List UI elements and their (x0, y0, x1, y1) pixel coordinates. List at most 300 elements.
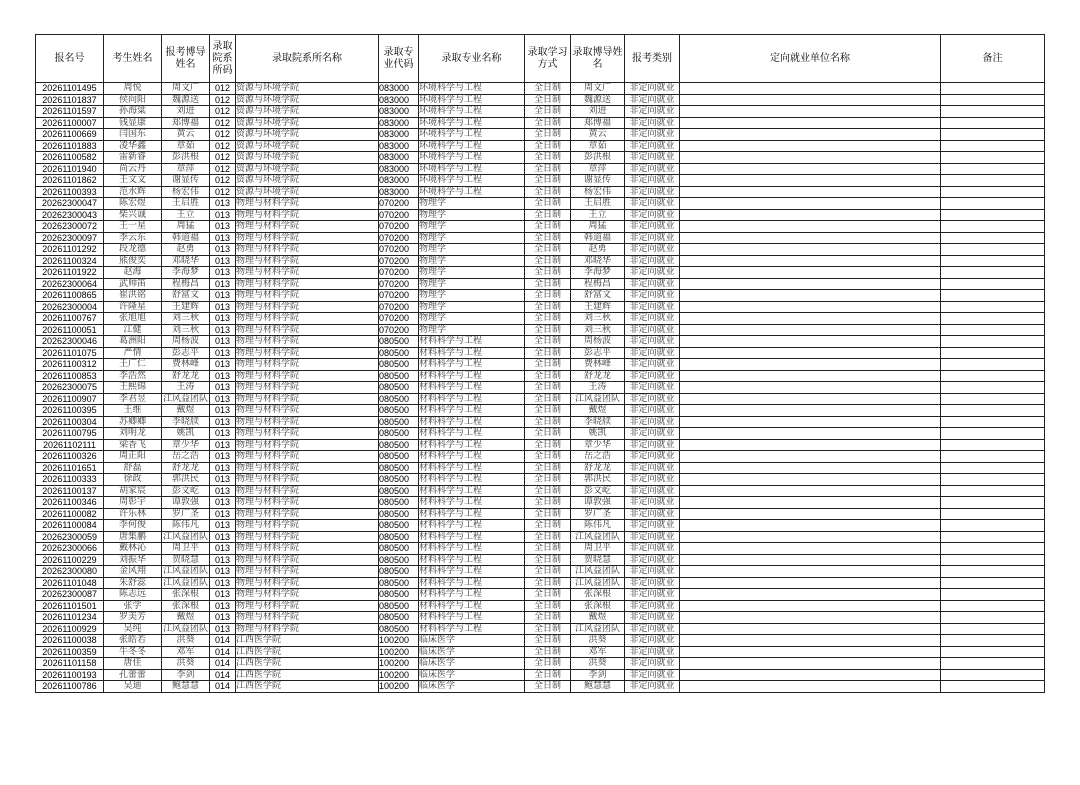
applied-supervisor-cell: 赵勇 (162, 244, 210, 256)
major-code-cell: 080500 (379, 405, 419, 417)
dept-name-cell: 物理与材料学院 (236, 209, 379, 221)
candidate-name-cell: 凌华鑫 (104, 140, 162, 152)
category-cell: 非定向就业 (625, 577, 680, 589)
employer-cell (680, 278, 941, 290)
category-cell: 非定向就业 (625, 221, 680, 233)
major-code-cell: 083000 (379, 140, 419, 152)
study-mode-cell: 全日制 (525, 198, 571, 210)
admit-supervisor-cell: 刘三秋 (571, 324, 625, 336)
table-row (36, 566, 1045, 578)
major-name-cell: 材料科学与工程 (419, 336, 525, 348)
major-name-cell: 环境科学与工程 (419, 94, 525, 106)
dept-name-cell: 物理与材料学院 (236, 428, 379, 440)
table-row (36, 612, 1045, 624)
admit-supervisor-cell: 戴煜 (571, 405, 625, 417)
major-name-cell: 物理学 (419, 255, 525, 267)
study-mode-cell: 全日制 (525, 439, 571, 451)
category-cell: 非定向就业 (625, 497, 680, 509)
dept-code-cell: 013 (210, 244, 236, 256)
candidate-name-cell: 严情 (104, 347, 162, 359)
major-code-cell: 080500 (379, 393, 419, 405)
dept-code-cell: 013 (210, 290, 236, 302)
category-cell: 非定向就业 (625, 393, 680, 405)
category-cell: 非定向就业 (625, 681, 680, 693)
major-name-cell: 材料科学与工程 (419, 554, 525, 566)
applied-supervisor-cell: 费林峰 (162, 359, 210, 371)
admit-supervisor-cell: 贺晓慧 (571, 554, 625, 566)
dept-code-cell: 013 (210, 198, 236, 210)
applied-supervisor-cell: 张深根 (162, 589, 210, 601)
admit-supervisor-cell: 江风益团队 (571, 623, 625, 635)
table-row (36, 278, 1045, 290)
dept-name-cell: 物理与材料学院 (236, 474, 379, 486)
remarks-cell (941, 83, 1045, 95)
applied-supervisor-cell: 王建辉 (162, 301, 210, 313)
dept-code-cell: 012 (210, 83, 236, 95)
dept-name-cell: 物理与材料学院 (236, 255, 379, 267)
dept-code-cell: 014 (210, 669, 236, 681)
table-row (36, 382, 1045, 394)
applied-supervisor-cell: 戴煜 (162, 612, 210, 624)
candidate-name-cell: 王熙锦 (104, 382, 162, 394)
admit-supervisor-cell: 李晓牍 (571, 416, 625, 428)
admit-supervisor-cell: 王立 (571, 209, 625, 221)
admit-supervisor-cell: 章萍 (571, 163, 625, 175)
study-mode-cell: 全日制 (525, 278, 571, 290)
candidate-name-cell: 胡家宸 (104, 485, 162, 497)
candidate-name-cell: 熊俊奕 (104, 255, 162, 267)
dept-code-cell: 013 (210, 439, 236, 451)
employer-cell (680, 221, 941, 233)
registration-no-cell: 20261100767 (36, 313, 104, 325)
dept-code-cell: 012 (210, 129, 236, 141)
registration-no-cell: 20262300075 (36, 382, 104, 394)
remarks-cell (941, 140, 1045, 152)
major-name-cell: 环境科学与工程 (419, 175, 525, 187)
admit-supervisor-cell: 彭文屹 (571, 485, 625, 497)
study-mode-cell: 全日制 (525, 175, 571, 187)
employer-cell (680, 336, 941, 348)
registration-no-cell: 20262300043 (36, 209, 104, 221)
dept-name-cell: 江西医学院 (236, 658, 379, 670)
table-row (36, 175, 1045, 187)
applied-supervisor-cell: 周杨波 (162, 336, 210, 348)
major-name-cell: 材料科学与工程 (419, 600, 525, 612)
category-cell: 非定向就业 (625, 543, 680, 555)
candidate-name-cell: 舒磊 (104, 462, 162, 474)
major-name-cell: 物理学 (419, 267, 525, 279)
employer-cell (680, 393, 941, 405)
table-row (36, 255, 1045, 267)
candidate-name-cell: 周悦 (104, 83, 162, 95)
remarks-cell (941, 359, 1045, 371)
study-mode-cell: 全日制 (525, 554, 571, 566)
category-cell: 非定向就业 (625, 163, 680, 175)
employer-cell (680, 623, 941, 635)
major-code-cell: 080500 (379, 543, 419, 555)
admit-supervisor-cell: 彭洪根 (571, 152, 625, 164)
admit-supervisor-cell: 江风益团队 (571, 393, 625, 405)
dept-name-cell: 物理与材料学院 (236, 497, 379, 509)
major-name-cell: 环境科学与工程 (419, 83, 525, 95)
study-mode-cell: 全日制 (525, 566, 571, 578)
dept-code-cell: 013 (210, 451, 236, 463)
major-name-cell: 材料科学与工程 (419, 566, 525, 578)
study-mode-cell: 全日制 (525, 324, 571, 336)
study-mode-cell: 全日制 (525, 451, 571, 463)
dept-code-cell: 012 (210, 94, 236, 106)
dept-name-cell: 江西医学院 (236, 646, 379, 658)
registration-no-cell: 20262300064 (36, 278, 104, 290)
admit-supervisor-cell: 周卫平 (571, 543, 625, 555)
dept-code-cell: 013 (210, 600, 236, 612)
candidate-name-cell: 尚云丹 (104, 163, 162, 175)
remarks-cell (941, 117, 1045, 129)
applied-supervisor-cell: 舒龙龙 (162, 370, 210, 382)
candidate-name-cell: 周彰宇 (104, 497, 162, 509)
applied-supervisor-cell: 陈伟凡 (162, 520, 210, 532)
major-name-cell: 物理学 (419, 290, 525, 302)
employer-cell (680, 382, 941, 394)
major-code-cell: 080500 (379, 566, 419, 578)
study-mode-cell: 全日制 (525, 313, 571, 325)
category-cell: 非定向就业 (625, 566, 680, 578)
table-row (36, 554, 1045, 566)
dept-code-cell: 013 (210, 474, 236, 486)
study-mode-cell: 全日制 (525, 669, 571, 681)
major-code-cell: 080500 (379, 508, 419, 520)
admit-supervisor-cell: 江风益团队 (571, 566, 625, 578)
major-name-cell: 临床医学 (419, 669, 525, 681)
major-code-cell: 080500 (379, 577, 419, 589)
major-code-cell: 070200 (379, 198, 419, 210)
study-mode-cell: 全日制 (525, 129, 571, 141)
major-name-cell: 材料科学与工程 (419, 543, 525, 555)
applied-supervisor-cell: 章萍 (162, 163, 210, 175)
dept-code-cell: 013 (210, 267, 236, 279)
category-cell: 非定向就业 (625, 646, 680, 658)
dept-name-cell: 资源与环境学院 (236, 83, 379, 95)
remarks-cell (941, 589, 1045, 601)
applied-supervisor-cell: 刘三秋 (162, 324, 210, 336)
dept-name-cell: 物理与材料学院 (236, 393, 379, 405)
study-mode-cell: 全日制 (525, 428, 571, 440)
employer-cell (680, 232, 941, 244)
candidate-name-cell: 梁香飞 (104, 439, 162, 451)
study-mode-cell: 全日制 (525, 232, 571, 244)
applied-supervisor-cell: 洪葵 (162, 635, 210, 647)
registration-no-cell: 20261101597 (36, 106, 104, 118)
employer-cell (680, 175, 941, 187)
admission-table (35, 34, 1045, 693)
employer-cell (680, 508, 941, 520)
table-row (36, 301, 1045, 313)
study-mode-cell: 全日制 (525, 209, 571, 221)
registration-no-cell: 20261102111 (36, 439, 104, 451)
candidate-name-cell: 陈志远 (104, 589, 162, 601)
candidate-name-cell: 李君昱 (104, 393, 162, 405)
major-name-cell: 物理学 (419, 232, 525, 244)
admit-supervisor-cell: 李海梦 (571, 267, 625, 279)
admit-supervisor-cell: 郭洪民 (571, 474, 625, 486)
applied-supervisor-cell: 江风益团队 (162, 566, 208, 577)
registration-no-cell: 20261100865 (36, 290, 104, 302)
category-cell: 非定向就业 (625, 635, 680, 647)
table-row (36, 543, 1045, 555)
applied-supervisor-cell: 魏源送 (162, 94, 210, 106)
remarks-cell (941, 290, 1045, 302)
study-mode-cell: 全日制 (525, 474, 571, 486)
category-cell: 非定向就业 (625, 83, 680, 95)
table-row (36, 485, 1045, 497)
category-cell: 非定向就业 (625, 301, 680, 313)
admit-supervisor-cell: 鲍慧慧 (571, 681, 625, 693)
table-row (36, 290, 1045, 302)
major-name-cell: 物理学 (419, 198, 525, 210)
major-name-cell: 环境科学与工程 (419, 163, 525, 175)
employer-cell (680, 129, 941, 141)
dept-code-cell: 013 (210, 278, 236, 290)
category-cell: 非定向就业 (625, 623, 680, 635)
candidate-name-cell: 孔蕾蕾 (104, 669, 162, 681)
remarks-cell (941, 313, 1045, 325)
applied-supervisor-cell: 邓军 (162, 646, 210, 658)
registration-no-cell: 20261100786 (36, 681, 104, 693)
employer-cell (680, 301, 941, 313)
applied-supervisor-cell: 舒富文 (162, 290, 210, 302)
applied-supervisor-cell: 彭志平 (162, 347, 210, 359)
major-name-cell: 材料科学与工程 (419, 393, 525, 405)
employer-cell (680, 589, 941, 601)
admit-supervisor-cell: 魏源送 (571, 94, 625, 106)
applied-supervisor-cell: 李海梦 (162, 267, 210, 279)
employer-cell (680, 577, 941, 589)
registration-no-cell: 20261100359 (36, 646, 104, 658)
candidate-name-cell: 侯向阳 (104, 94, 162, 106)
major-name-cell: 材料科学与工程 (419, 577, 525, 589)
header-applied-supervisor: 报考博导姓名 (162, 35, 210, 83)
table-row (36, 106, 1045, 118)
dept-code-cell: 013 (210, 393, 236, 405)
study-mode-cell: 全日制 (525, 106, 571, 118)
remarks-cell (941, 497, 1045, 509)
remarks-cell (941, 94, 1045, 106)
candidate-name-cell: 武帅笛 (104, 278, 162, 290)
dept-name-cell: 江西医学院 (236, 635, 379, 647)
major-code-cell: 083000 (379, 117, 419, 129)
major-name-cell: 物理学 (419, 278, 525, 290)
applied-supervisor-cell: 周卫平 (162, 543, 210, 555)
major-code-cell: 083000 (379, 83, 419, 95)
admit-supervisor-cell: 王涛 (571, 382, 625, 394)
dept-code-cell: 013 (210, 370, 236, 382)
remarks-cell (941, 520, 1045, 532)
table-row (36, 658, 1045, 670)
major-name-cell: 临床医学 (419, 681, 525, 693)
major-code-cell: 083000 (379, 163, 419, 175)
major-name-cell: 材料科学与工程 (419, 382, 525, 394)
dept-name-cell: 物理与材料学院 (236, 612, 379, 624)
admit-supervisor-cell: 王建辉 (571, 301, 625, 313)
dept-name-cell: 物理与材料学院 (236, 462, 379, 474)
table-row (36, 313, 1045, 325)
dept-name-cell: 资源与环境学院 (236, 152, 379, 164)
dept-code-cell: 013 (210, 209, 236, 221)
registration-no-cell: 20261100333 (36, 474, 104, 486)
major-code-cell: 100200 (379, 635, 419, 647)
registration-no-cell: 20261100395 (36, 405, 104, 417)
table-row (36, 623, 1045, 635)
candidate-name-cell: 崔洪铭 (104, 290, 162, 302)
major-name-cell: 物理学 (419, 244, 525, 256)
dept-name-cell: 物理与材料学院 (236, 324, 379, 336)
study-mode-cell: 全日制 (525, 635, 571, 647)
registration-no-cell: 20261101075 (36, 347, 104, 359)
category-cell: 非定向就业 (625, 370, 680, 382)
candidate-name-cell: 刘振华 (104, 554, 162, 566)
dept-name-cell: 物理与材料学院 (236, 301, 379, 313)
dept-name-cell: 江西医学院 (236, 669, 379, 681)
applied-supervisor-cell: 周文广 (162, 83, 210, 95)
remarks-cell (941, 531, 1045, 543)
candidate-name-cell: 罗美芳 (104, 612, 162, 624)
employer-cell (680, 359, 941, 371)
employer-cell (680, 198, 941, 210)
major-code-cell: 080500 (379, 370, 419, 382)
dept-name-cell: 物理与材料学院 (236, 405, 379, 417)
candidate-name-cell: 雷新睿 (104, 152, 162, 164)
dept-code-cell: 013 (210, 577, 236, 589)
table-row (36, 393, 1045, 405)
employer-cell (680, 209, 941, 221)
remarks-cell (941, 324, 1045, 336)
registration-no-cell: 20261100326 (36, 451, 104, 463)
registration-no-cell: 20261100324 (36, 255, 104, 267)
table-row (36, 497, 1045, 509)
study-mode-cell: 全日制 (525, 485, 571, 497)
employer-cell (680, 83, 941, 95)
study-mode-cell: 全日制 (525, 382, 571, 394)
category-cell: 非定向就业 (625, 198, 680, 210)
remarks-cell (941, 600, 1045, 612)
applied-supervisor-cell: 韩道福 (162, 232, 210, 244)
dept-name-cell: 物理与材料学院 (236, 198, 379, 210)
remarks-cell (941, 612, 1045, 624)
table-row (36, 152, 1045, 164)
study-mode-cell: 全日制 (525, 520, 571, 532)
dept-name-cell: 资源与环境学院 (236, 117, 379, 129)
registration-no-cell: 20262300047 (36, 198, 104, 210)
major-name-cell: 环境科学与工程 (419, 186, 525, 198)
dept-name-cell: 物理与材料学院 (236, 520, 379, 532)
admit-supervisor-cell: 李剑 (571, 669, 625, 681)
table-row (36, 186, 1045, 198)
table-row (36, 94, 1045, 106)
table-row (36, 83, 1045, 95)
admit-supervisor-cell: 刘进 (571, 106, 625, 118)
registration-no-cell: 20261101651 (36, 462, 104, 474)
candidate-name-cell: 李云东 (104, 232, 162, 244)
header-registration-no: 报名号 (36, 35, 104, 83)
major-code-cell: 080500 (379, 600, 419, 612)
candidate-name-cell: 戴林沁 (104, 543, 162, 555)
major-name-cell: 材料科学与工程 (419, 428, 525, 440)
table-row (36, 198, 1045, 210)
employer-cell (680, 669, 941, 681)
registration-no-cell: 20261100084 (36, 520, 104, 532)
dept-code-cell: 013 (210, 497, 236, 509)
dept-name-cell: 物理与材料学院 (236, 370, 379, 382)
registration-no-cell: 20261100853 (36, 370, 104, 382)
applied-supervisor-cell: 洪葵 (162, 658, 210, 670)
dept-name-cell: 物理与材料学院 (236, 232, 379, 244)
remarks-cell (941, 152, 1045, 164)
registration-no-cell: 20261100907 (36, 393, 104, 405)
candidate-name-cell: 苏卿卿 (104, 416, 162, 428)
admit-supervisor-cell: 罗广圣 (571, 508, 625, 520)
candidate-name-cell: 徐政 (104, 474, 162, 486)
registration-no-cell: 20262300087 (36, 589, 104, 601)
table-row (36, 681, 1045, 693)
applied-supervisor-cell: 彭文屹 (162, 485, 210, 497)
dept-name-cell: 物理与材料学院 (236, 577, 379, 589)
study-mode-cell: 全日制 (525, 94, 571, 106)
employer-cell (680, 106, 941, 118)
dept-code-cell: 013 (210, 232, 236, 244)
dept-code-cell: 013 (210, 428, 236, 440)
applied-supervisor-cell: 章少华 (162, 439, 210, 451)
dept-name-cell: 物理与材料学院 (236, 554, 379, 566)
candidate-name-cell: 孙海粱 (104, 106, 162, 118)
employer-cell (680, 186, 941, 198)
category-cell: 非定向就业 (625, 117, 680, 129)
major-name-cell: 材料科学与工程 (419, 520, 525, 532)
study-mode-cell: 全日制 (525, 83, 571, 95)
employer-cell (680, 635, 941, 647)
major-code-cell: 100200 (379, 658, 419, 670)
category-cell: 非定向就业 (625, 589, 680, 601)
dept-name-cell: 物理与材料学院 (236, 359, 379, 371)
dept-code-cell: 013 (210, 612, 236, 624)
table-row (36, 508, 1045, 520)
category-cell: 非定向就业 (625, 359, 680, 371)
registration-no-cell: 20261100929 (36, 623, 104, 635)
remarks-cell (941, 508, 1045, 520)
remarks-cell (941, 439, 1045, 451)
remarks-cell (941, 623, 1045, 635)
study-mode-cell: 全日制 (525, 301, 571, 313)
dept-name-cell: 资源与环境学院 (236, 129, 379, 141)
applied-supervisor-cell: 刘进 (162, 106, 210, 118)
dept-code-cell: 013 (210, 623, 236, 635)
major-code-cell: 070200 (379, 301, 419, 313)
remarks-cell (941, 405, 1045, 417)
remarks-cell (941, 244, 1045, 256)
candidate-name-cell: 葛洲阳 (104, 336, 162, 348)
dept-name-cell: 物理与材料学院 (236, 600, 379, 612)
employer-cell (680, 428, 941, 440)
admit-supervisor-cell: 周猛 (571, 221, 625, 233)
category-cell: 非定向就业 (625, 531, 680, 543)
major-name-cell: 材料科学与工程 (419, 416, 525, 428)
major-name-cell: 材料科学与工程 (419, 531, 525, 543)
dept-name-cell: 物理与材料学院 (236, 508, 379, 520)
dept-code-cell: 012 (210, 163, 236, 175)
study-mode-cell: 全日制 (525, 186, 571, 198)
registration-no-cell: 20262300059 (36, 531, 104, 543)
table-row (36, 324, 1045, 336)
category-cell: 非定向就业 (625, 140, 680, 152)
